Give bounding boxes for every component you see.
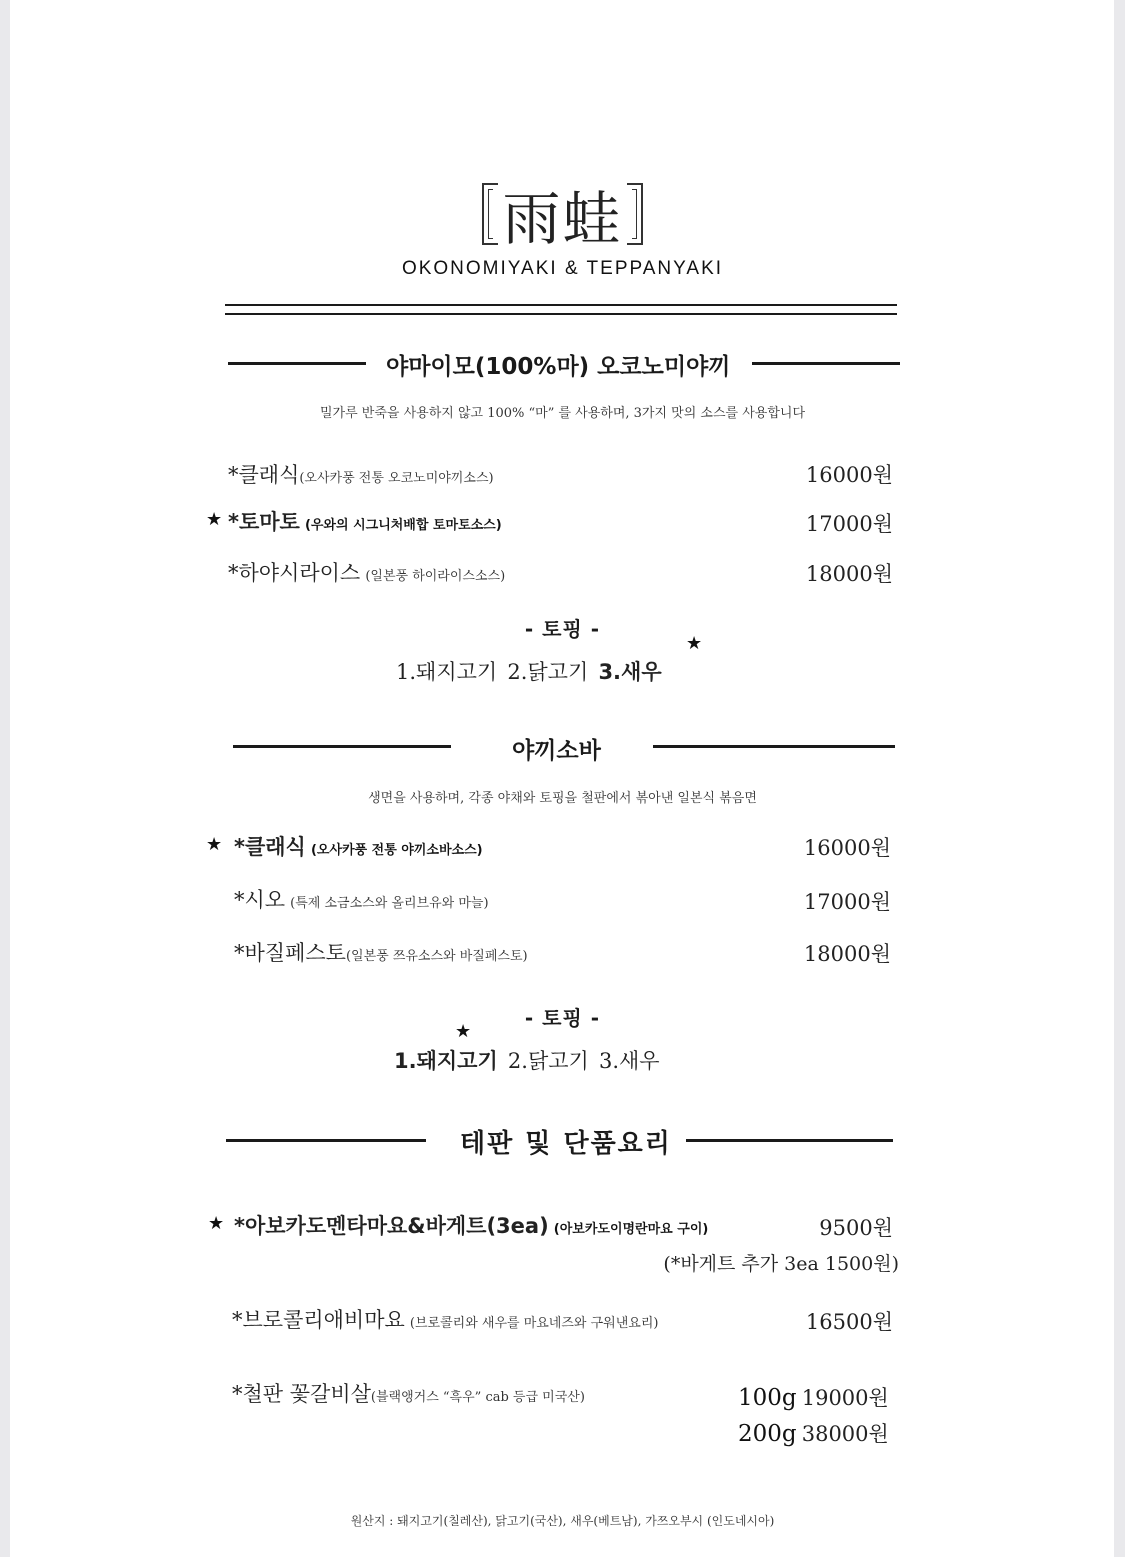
weight-label: 100g — [738, 1385, 797, 1411]
item-name: *토마토 — [228, 510, 300, 534]
item-price: 9500원 — [819, 1216, 893, 1240]
menu-item — [232, 1378, 585, 1408]
item-note: (브로콜리와 새우를 마요네즈와 구워낸요리) — [409, 1316, 659, 1331]
item-note: (우와의 시그니처배합 토마토소스) — [304, 518, 502, 533]
topping-item: 3.새우 — [598, 1049, 660, 1073]
item-name: *시오 — [234, 888, 286, 912]
topping-item: 1.돼지고기 — [394, 1049, 498, 1073]
logo-text: 雨蛙 — [502, 185, 623, 253]
item-name: *아보카도멘타마요&바게트(3ea) — [234, 1214, 549, 1238]
menu-item — [228, 506, 502, 536]
section-rule-left — [226, 1139, 426, 1142]
item-price: 19000원 — [801, 1386, 889, 1410]
item-name: *클래식 — [228, 463, 300, 487]
item-price: 18000원 — [803, 942, 891, 966]
item-extra: (*바게트 추가 3ea 1500원) — [663, 1253, 899, 1275]
menu-item — [232, 1304, 658, 1334]
origin-footer: 원산지 : 돼지고기(칠레산), 닭고기(국산), 새우(베트남), 가쯔오부시 (인도네시아) — [350, 1514, 775, 1528]
logo — [0, 172, 1125, 256]
section-rule-right — [653, 745, 895, 748]
menu-item — [228, 459, 494, 489]
left-bracket-icon — [482, 183, 498, 245]
item-name: *바질페스토 — [234, 941, 346, 965]
item-price: 16000원 — [803, 836, 891, 860]
item-name: *클래식 — [234, 835, 306, 859]
star-icon: ★ — [206, 509, 223, 530]
section-title-teppan: 테판 및 단품요리 — [460, 1129, 672, 1159]
item-note: (일본풍 쯔유소스와 바질페스토) — [345, 949, 528, 964]
item-price: 17000원 — [803, 890, 891, 914]
item-note: (아보카도이명란마요 구이) — [553, 1222, 709, 1237]
item-name: *철판 꽃갈비살 — [232, 1382, 371, 1406]
item-price: 16000원 — [805, 463, 893, 487]
topping-item: 2.닭고기 — [507, 1049, 589, 1073]
topping-item: 3.새우 — [598, 660, 662, 684]
item-name: *브로콜리애비마요 — [232, 1308, 405, 1332]
item-note: (블랙앵거스 “흑우” cab 등급 미국산) — [370, 1390, 585, 1405]
item-note: (오사카풍 전통 오코노미야끼소스) — [299, 471, 494, 486]
section-rule-left — [233, 745, 451, 748]
menu-item — [234, 884, 489, 914]
topping-title: - 토핑 - — [524, 1006, 601, 1030]
item-name: *하야시라이스 — [228, 561, 361, 585]
star-icon: ★ — [686, 633, 703, 654]
section-title-okonomiyaki: 야마이모(100%마) 오코노미야끼 — [386, 354, 731, 380]
topping-title: - 토핑 - — [524, 617, 601, 641]
menu-item — [228, 557, 505, 587]
item-price: 38000원 — [801, 1422, 889, 1446]
menu-item — [234, 937, 528, 967]
topping-item: 1.돼지고기 — [396, 660, 498, 684]
item-price: 16500원 — [805, 1310, 893, 1334]
price-row — [738, 1418, 889, 1448]
item-note: (일본풍 하이라이스소스) — [365, 569, 506, 584]
section-title-yakisoba: 야끼소바 — [512, 738, 601, 764]
header-divider-bottom — [225, 313, 897, 315]
item-note: (특제 소금소스와 올리브유와 마늘) — [290, 896, 489, 911]
section-rule-right — [752, 362, 900, 365]
section-rule-right — [686, 1139, 893, 1142]
topping-list — [394, 1045, 660, 1075]
topping-item: 2.닭고기 — [507, 660, 589, 684]
weight-label: 200g — [738, 1421, 797, 1447]
topping-list — [396, 656, 662, 686]
item-price: 18000원 — [805, 562, 893, 586]
menu-item — [234, 1210, 708, 1240]
star-icon: ★ — [208, 1213, 225, 1234]
menu-item — [234, 831, 483, 861]
section-rule-left — [228, 362, 366, 365]
price-row — [738, 1382, 889, 1412]
section-description: 생면을 사용하며, 각종 야채와 토핑을 철판에서 볶아낸 일본식 볶음면 — [368, 791, 757, 806]
header-divider-top — [225, 304, 897, 306]
item-price: 17000원 — [805, 512, 893, 536]
subtitle: OKONOMIYAKI & TEPPANYAKI — [401, 258, 724, 279]
star-icon: ★ — [206, 834, 223, 855]
star-icon: ★ — [455, 1021, 472, 1042]
right-bracket-icon — [627, 183, 643, 245]
section-description: 밀가루 반죽을 사용하지 않고 100% “마” 를 사용하며, 3가지 맛의 소스를 사용합니다 — [319, 406, 806, 421]
item-note: (오사카풍 전통 야끼소바소스) — [310, 843, 483, 858]
